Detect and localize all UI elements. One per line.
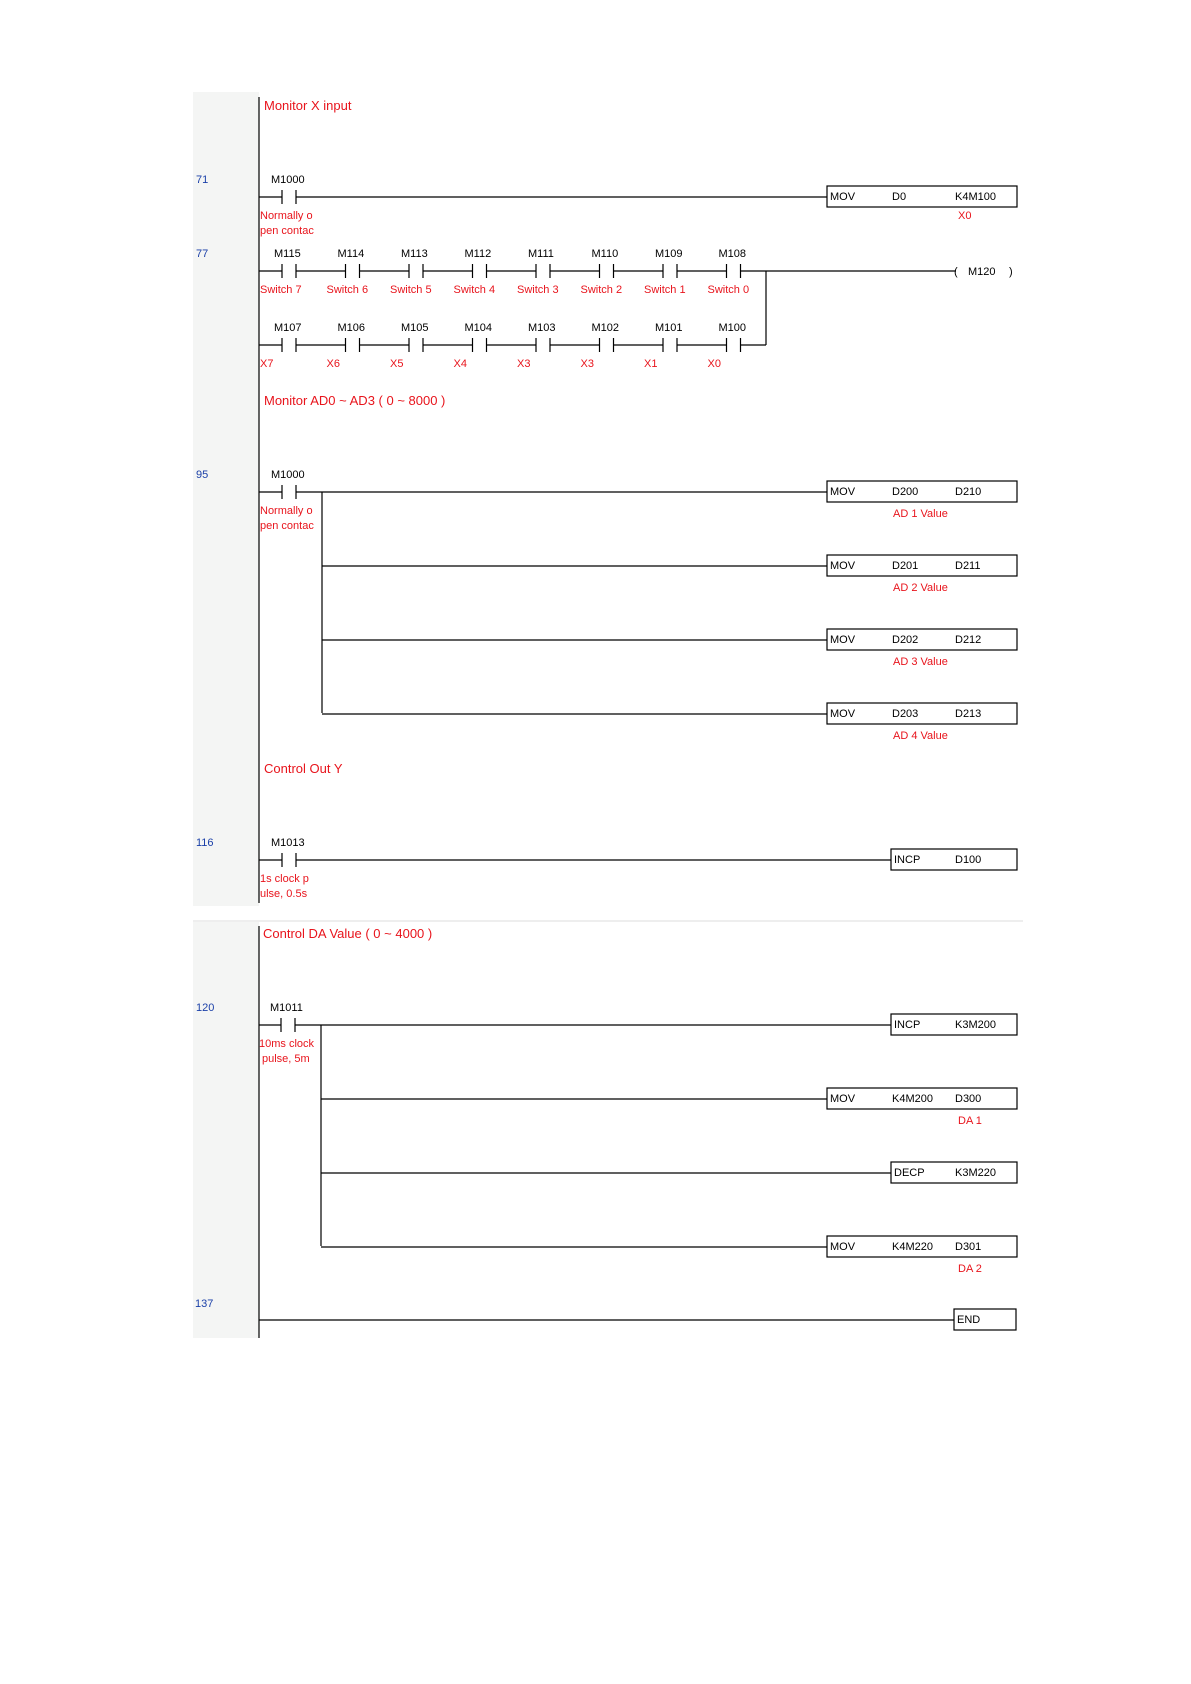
branch-group (322, 481, 1017, 742)
instruction: DECP (894, 1167, 925, 1179)
step-number: 77 (196, 248, 209, 260)
contact-comment: 10ms clock (259, 1038, 315, 1050)
instruction-box (827, 703, 1017, 724)
operand-1: K4M200 (892, 1093, 933, 1105)
operand-2: K4M100 (955, 191, 996, 203)
contact-device: M111 (528, 248, 554, 260)
instruction-box (827, 555, 1017, 576)
operand-note: AD 4 Value (893, 730, 948, 742)
section-control-da: Control DA Value ( 0 ~ 4000 ) (263, 926, 433, 941)
contact-comment: 1s clock p (260, 873, 309, 885)
rung-77 (196, 248, 1013, 370)
contact-device: M108 (718, 248, 747, 260)
rung-95 (196, 469, 1017, 742)
contact-comment: X3 (517, 358, 531, 370)
contact-comment: pen contac (260, 225, 314, 237)
contact-comment: ulse, 0.5s (260, 888, 308, 900)
operand-2: D300 (955, 1093, 982, 1105)
operand-note: X0 (958, 210, 972, 222)
operand-note: AD 1 Value (893, 508, 948, 520)
operand-note: AD 3 Value (893, 656, 948, 668)
contact-device: M115 (274, 248, 301, 260)
contact-comment: Switch 7 (260, 284, 302, 296)
contact-device: M113 (401, 248, 428, 260)
section-monitor-x: Monitor X input (264, 98, 352, 113)
step-number: 120 (196, 1002, 215, 1014)
contact-label: M1000 (271, 174, 305, 186)
contact-device: M112 (464, 248, 492, 260)
contact-comment: Switch 4 (453, 284, 496, 296)
instruction-box (827, 629, 1017, 650)
contact-device: M102 (591, 322, 620, 334)
contact-comment: X7 (260, 358, 274, 370)
operand-2: K3M220 (955, 1167, 996, 1179)
step-number: 71 (196, 174, 209, 186)
instruction: MOV (830, 486, 856, 498)
operand-2: D301 (955, 1241, 982, 1253)
contact-comment: X1 (644, 358, 658, 370)
step-number: 137 (195, 1298, 214, 1310)
contact-device: M114 (337, 248, 365, 260)
operand-2: D210 (955, 486, 982, 498)
instruction: INCP (894, 854, 921, 866)
coil-paren-close: ) (1009, 266, 1013, 278)
contact-comment: pen contac (260, 520, 314, 532)
operand-1: D201 (892, 560, 919, 572)
instruction-box (827, 481, 1017, 502)
contact-device: M105 (401, 322, 429, 334)
section-control-out: Control Out Y (264, 761, 343, 776)
contact-comment: Switch 0 (707, 284, 750, 296)
rung-116 (196, 837, 1017, 900)
instruction: MOV (830, 634, 856, 646)
end-instruction: END (957, 1314, 981, 1326)
operand-1: D203 (892, 708, 919, 720)
contact-label: M1011 (270, 1002, 303, 1014)
contact-row-inputs (259, 322, 766, 370)
contact-device: M104 (464, 322, 493, 334)
step-number: 116 (196, 837, 214, 849)
operand-2: D212 (955, 634, 982, 646)
contact-comment: Switch 6 (326, 284, 369, 296)
contact-comment: X3 (580, 358, 594, 370)
contact-device: M107 (274, 322, 302, 334)
branch-group (321, 1014, 1017, 1275)
section-monitor-ad: Monitor AD0 ~ AD3 ( 0 ~ 8000 ) (264, 393, 446, 408)
contact-comment: X4 (453, 358, 467, 370)
contact-device: M106 (337, 322, 366, 334)
rung-137 (195, 1298, 1016, 1330)
contact-comment: X0 (707, 358, 721, 370)
contact-comment: Switch 1 (644, 284, 686, 296)
contact-label: M1013 (271, 837, 305, 849)
operand-1: D100 (955, 854, 982, 866)
contact-comment: Normally o (260, 210, 313, 222)
contact-comment: X6 (326, 358, 340, 370)
contact-device: M100 (718, 322, 747, 334)
rung-71 (196, 174, 1017, 237)
instruction: MOV (830, 1093, 856, 1105)
coil-paren-open: ( (954, 266, 958, 278)
operand-1: D200 (892, 486, 919, 498)
operand-1: D202 (892, 634, 919, 646)
contact-comment: Switch 2 (580, 284, 623, 296)
contact-comment: Switch 5 (390, 284, 432, 296)
operand-1: D0 (892, 191, 907, 203)
left-margin-shade-upper (193, 92, 259, 906)
contact-comment: Normally o (260, 505, 313, 517)
contact-comment: Switch 3 (517, 284, 559, 296)
rung-120 (196, 1002, 1017, 1275)
instruction: MOV (830, 560, 856, 572)
contact-row-switches (259, 248, 766, 296)
contact-device: M110 (591, 248, 619, 260)
operand-note: DA 2 (958, 1263, 982, 1275)
step-number: 95 (196, 469, 209, 481)
contact-label: M1000 (271, 469, 305, 481)
operand-2: K3M200 (955, 1019, 996, 1031)
contact-device: M109 (655, 248, 683, 260)
operand-1: K4M220 (892, 1241, 933, 1253)
instruction: MOV (830, 708, 856, 720)
contact-device: M101 (655, 322, 683, 334)
left-margin-shade-lower (193, 922, 259, 1338)
contact-device: M103 (528, 322, 556, 334)
instruction: INCP (894, 1019, 921, 1031)
instruction: MOV (830, 1241, 856, 1253)
contact-comment: X5 (390, 358, 404, 370)
operand-2: D213 (955, 708, 982, 720)
operand-note: AD 2 Value (893, 582, 948, 594)
coil-label: M120 (968, 266, 996, 278)
operand-2: D211 (955, 560, 981, 572)
contact-comment: pulse, 5m (262, 1053, 310, 1065)
instruction: MOV (830, 191, 856, 203)
operand-note: DA 1 (958, 1115, 982, 1127)
